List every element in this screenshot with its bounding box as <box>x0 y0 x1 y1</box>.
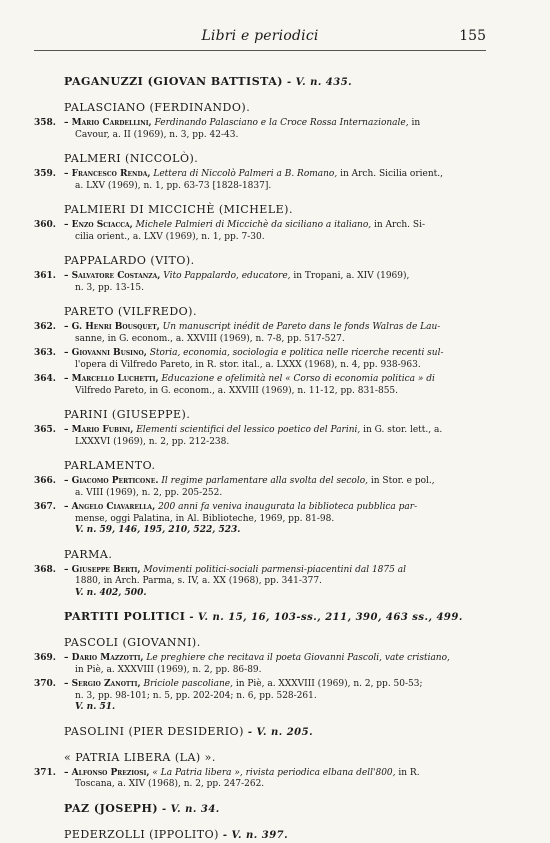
entry-source: in Arch. Si- <box>371 220 425 230</box>
cross-reference: V. n. 59, 146, 195, 210, 522, 523. <box>75 525 241 535</box>
bibliography-entry <box>34 425 506 448</box>
bibliography-list <box>34 64 506 843</box>
entry-author: Salvatore Costanza, <box>71 271 161 281</box>
entry-title: Michele Palmieri di Miccichè da siciliano a italiano, <box>132 220 372 230</box>
subject-heading-text: PARLAMENTO. <box>64 459 156 472</box>
entry-title: Educazione e ofelimità nel « Corso di economia politica » di <box>158 374 435 384</box>
entry-continuation: a. LXV (1969), n. 1, pp. 63-73 [1828-1837]. <box>75 180 272 191</box>
entry-author: Mario Fubini, <box>71 425 134 435</box>
cross-reference: - V. n. 15, 16, 103-ss., 211, 390, 463 ss., 499. <box>185 612 463 623</box>
entry-continuation: mense, oggi Palatina, in Al. Biblioteche, 1969, pp. 81-98. <box>75 513 335 524</box>
entry-title: 200 anni fa veniva inaugurata la biblioteca pubblica par- <box>155 502 418 512</box>
entry-source: in <box>408 118 421 128</box>
spacer <box>34 448 506 458</box>
entry-title: Elementi scientifici del lessico poetico del Parini, <box>133 425 361 435</box>
entry-number: 366. <box>34 476 56 486</box>
running-title: Libri e periodici <box>201 28 319 44</box>
spacer <box>34 294 506 304</box>
bibliography-entry <box>34 220 506 243</box>
entry-continuation: in Piè, a. XXXVIII (1969), n. 2, pp. 86-89. <box>75 664 262 675</box>
subject-heading-text: PEDERZOLLI (IPPOLITO) <box>64 827 219 841</box>
subject-heading-text: PARMA. <box>64 547 113 561</box>
entry-continuation: sanne, in G. econom., a. XXVIII (1969), n. 7-8, pp. 517-527. <box>75 333 345 344</box>
subject-heading-text: PARTITI POLITICI <box>64 610 186 623</box>
spacer <box>34 791 506 801</box>
entry-number: 370. <box>34 679 56 689</box>
subject-heading <box>64 547 506 562</box>
subject-heading-text: « PATRIA LIBERA (LA) ». <box>64 750 216 764</box>
entry-number: 360. <box>34 220 56 230</box>
bibliography-entry <box>34 565 506 588</box>
subject-heading <box>64 74 506 90</box>
entry-number: 368. <box>34 564 56 575</box>
subject-heading <box>64 304 506 319</box>
subject-heading <box>64 827 506 843</box>
entry-title: Storia, economia, sociologia e politica nelle ricerche recenti sul- <box>146 348 444 358</box>
spacer <box>34 625 506 635</box>
subject-heading <box>64 609 506 625</box>
subject-heading <box>64 202 506 217</box>
entry-author: Sergio Zanotti, <box>71 679 141 689</box>
entry-dash: – <box>64 374 72 384</box>
entry-source: in R. <box>395 767 420 778</box>
subject-heading-text: PAGANUZZI (GIOVAN BATTISTA) <box>64 75 283 88</box>
bibliography-entry <box>34 476 506 499</box>
entry-dash: – <box>64 220 72 230</box>
spacer <box>34 714 506 724</box>
entry-title: Vito Pappalardo, educatore, <box>160 271 291 281</box>
spacer <box>34 90 506 100</box>
subject-heading <box>64 635 506 650</box>
entry-title: Movimenti politici-sociali parmensi-piacentini dal 1875 al <box>140 564 406 575</box>
bibliography-entry <box>34 502 506 525</box>
entry-dash: – <box>64 169 72 179</box>
entry-continuation: Vilfredo Pareto, in G. econom., a. XXVIII (1969), n. 11-12, pp. 831-855. <box>75 385 399 396</box>
subject-heading-text: PALMIERI DI MICCICHÈ (MICHELE). <box>64 203 293 216</box>
spacer <box>34 740 506 750</box>
bibliography-entry <box>34 169 506 192</box>
entry-dash: – <box>64 425 72 435</box>
cross-reference: V. n. 402, 500. <box>75 587 147 598</box>
entry-continuation: n. 3, pp. 13-15. <box>75 282 145 293</box>
subject-heading <box>64 458 506 473</box>
entry-number: 369. <box>34 653 56 663</box>
bibliography-entry <box>34 768 506 791</box>
cross-reference: - V. n. 435. <box>282 77 353 88</box>
entry-continuation: a. VIII (1969), n. 2, pp. 205-252. <box>75 487 223 498</box>
entry-continuation: Cavour, a. II (1969), n. 3, pp. 42-43. <box>75 129 239 140</box>
entry-number: 363. <box>34 348 56 358</box>
spacer <box>34 141 506 151</box>
cross-reference: - V. n. 34. <box>158 803 220 815</box>
spacer <box>34 599 506 609</box>
subject-heading-text: PASOLINI (PIER DESIDERIO) <box>64 724 244 738</box>
entry-number: 358. <box>34 118 56 128</box>
entry-number: 359. <box>34 169 56 179</box>
subject-heading-text: PALMERI (NICCOLÒ). <box>64 152 199 165</box>
bibliography-entry <box>34 322 506 345</box>
entry-number: 364. <box>34 374 56 384</box>
entry-dash: – <box>64 118 72 128</box>
entry-continuation: 1880, in Arch. Parma, s. IV, a. XX (1968), pp. 341-377. <box>75 576 322 586</box>
bibliography-entry <box>34 271 506 294</box>
spacer <box>34 817 506 827</box>
entry-author: Giuseppe Berti, <box>71 564 141 575</box>
cross-reference: - V. n. 397. <box>218 829 289 841</box>
entry-number: 371. <box>34 767 56 778</box>
entry-dash: – <box>64 476 72 486</box>
entry-author: Francesco Renda, <box>71 169 151 179</box>
subject-heading-text: PASCOLI (GIOVANNI). <box>64 636 201 649</box>
subject-heading-text: PARINI (GIUSEPPE). <box>64 408 191 421</box>
entry-author: Dario Mazzotti, <box>71 653 144 663</box>
entry-continuation: LXXXVI (1969), n. 2, pp. 212-238. <box>75 436 230 447</box>
entry-number: 367. <box>34 502 56 512</box>
entry-title: Le preghiere che recitava il poeta Giovanni Pascoli, vate cristiano, <box>143 653 450 663</box>
entry-title: Lettera di Niccolò Palmeri a B. Romano, <box>150 169 338 179</box>
entry-author: Enzo Sciacca, <box>71 220 133 230</box>
entry-dash: – <box>64 679 72 689</box>
entry-source: in G. stor. lett., a. <box>360 425 443 435</box>
subject-heading <box>64 724 506 740</box>
entry-source: in Tropani, a. XIV (1969), <box>290 271 410 281</box>
entry-continuation: n. 3, pp. 98-101; n. 5, pp. 202-204; n. 6, pp. 528-261. <box>75 690 317 701</box>
subject-heading-text: PAPPALARDO (VITO). <box>64 254 195 267</box>
bibliography-entry <box>34 118 506 141</box>
page-number: 155 <box>459 28 486 44</box>
subject-heading-text: PAZ (JOSEPH) <box>64 801 159 815</box>
entry-author: Giacomo Perticone. <box>71 476 159 486</box>
subject-heading-text: PALASCIANO (FERDINANDO). <box>64 101 251 114</box>
entry-number: 362. <box>34 322 56 332</box>
subject-heading <box>64 151 506 166</box>
spacer <box>34 192 506 202</box>
entry-number: 365. <box>34 425 56 435</box>
subject-heading <box>64 100 506 115</box>
spacer <box>34 64 506 74</box>
subject-heading <box>64 801 506 817</box>
spacer <box>34 243 506 253</box>
entry-dash: – <box>64 653 72 663</box>
cross-reference: V. n. 51. <box>75 702 116 712</box>
entry-dash: – <box>64 322 72 332</box>
entry-author: Giovanni Busino, <box>71 348 147 358</box>
bibliography-entry <box>34 348 506 371</box>
entry-continuation: cilia orient., a. LXV (1969), n. 1, pp. 7-30. <box>75 231 265 242</box>
entry-author: Mario Cardellini, <box>71 118 152 128</box>
entry-number: 361. <box>34 271 56 281</box>
entry-title: Un manuscript inédit de Pareto dans le fonds Walras de Lau- <box>159 322 441 332</box>
entry-author: Marcello Luchetti, <box>71 374 159 384</box>
entry-continuation: Toscana, a. XIV (1968), n. 2, pp. 247-262. <box>75 779 265 789</box>
spacer <box>34 397 506 407</box>
bibliography-entry <box>34 679 506 702</box>
entry-source: in Piè, a. XXXVIII (1969), n. 2, pp. 50-53; <box>232 679 423 689</box>
entry-dash: – <box>64 502 72 512</box>
subject-heading-text: PARETO (VILFREDO). <box>64 305 197 318</box>
entry-title: Il regime parlamentare alla svolta del secolo, <box>158 476 369 486</box>
bibliography-entry <box>34 374 506 397</box>
entry-dash: – <box>64 564 72 575</box>
subject-heading <box>64 253 506 268</box>
entry-author: G. Henri Bousquet, <box>71 322 160 332</box>
page-header <box>34 28 486 51</box>
entry-title: Ferdinando Palasciano e la Croce Rossa Internazionale, <box>151 118 409 128</box>
entry-dash: – <box>64 271 72 281</box>
entry-author: Alfonso Preziosi, <box>71 767 150 778</box>
entry-author: Angelo Ciavarella, <box>71 502 156 512</box>
entry-dash: – <box>64 767 72 778</box>
entry-source: in Stor. e pol., <box>368 476 435 486</box>
entry-continuation: l'opera di Vilfredo Pareto, in R. stor. ital., a. LXXX (1968), n. 4, pp. 938-963. <box>75 359 421 370</box>
subject-heading <box>64 407 506 422</box>
entry-title: « La Patria libera », rivista periodica elbana dell'800, <box>149 767 396 778</box>
entry-dash: – <box>64 348 72 358</box>
cross-reference: - V. n. 205. <box>243 726 314 738</box>
subject-heading <box>64 750 506 765</box>
entry-title: Briciole pascoliane, <box>140 679 233 689</box>
spacer <box>34 537 506 547</box>
entry-source: in Arch. Sicilia orient., <box>337 169 443 179</box>
bibliography-entry <box>34 653 506 676</box>
